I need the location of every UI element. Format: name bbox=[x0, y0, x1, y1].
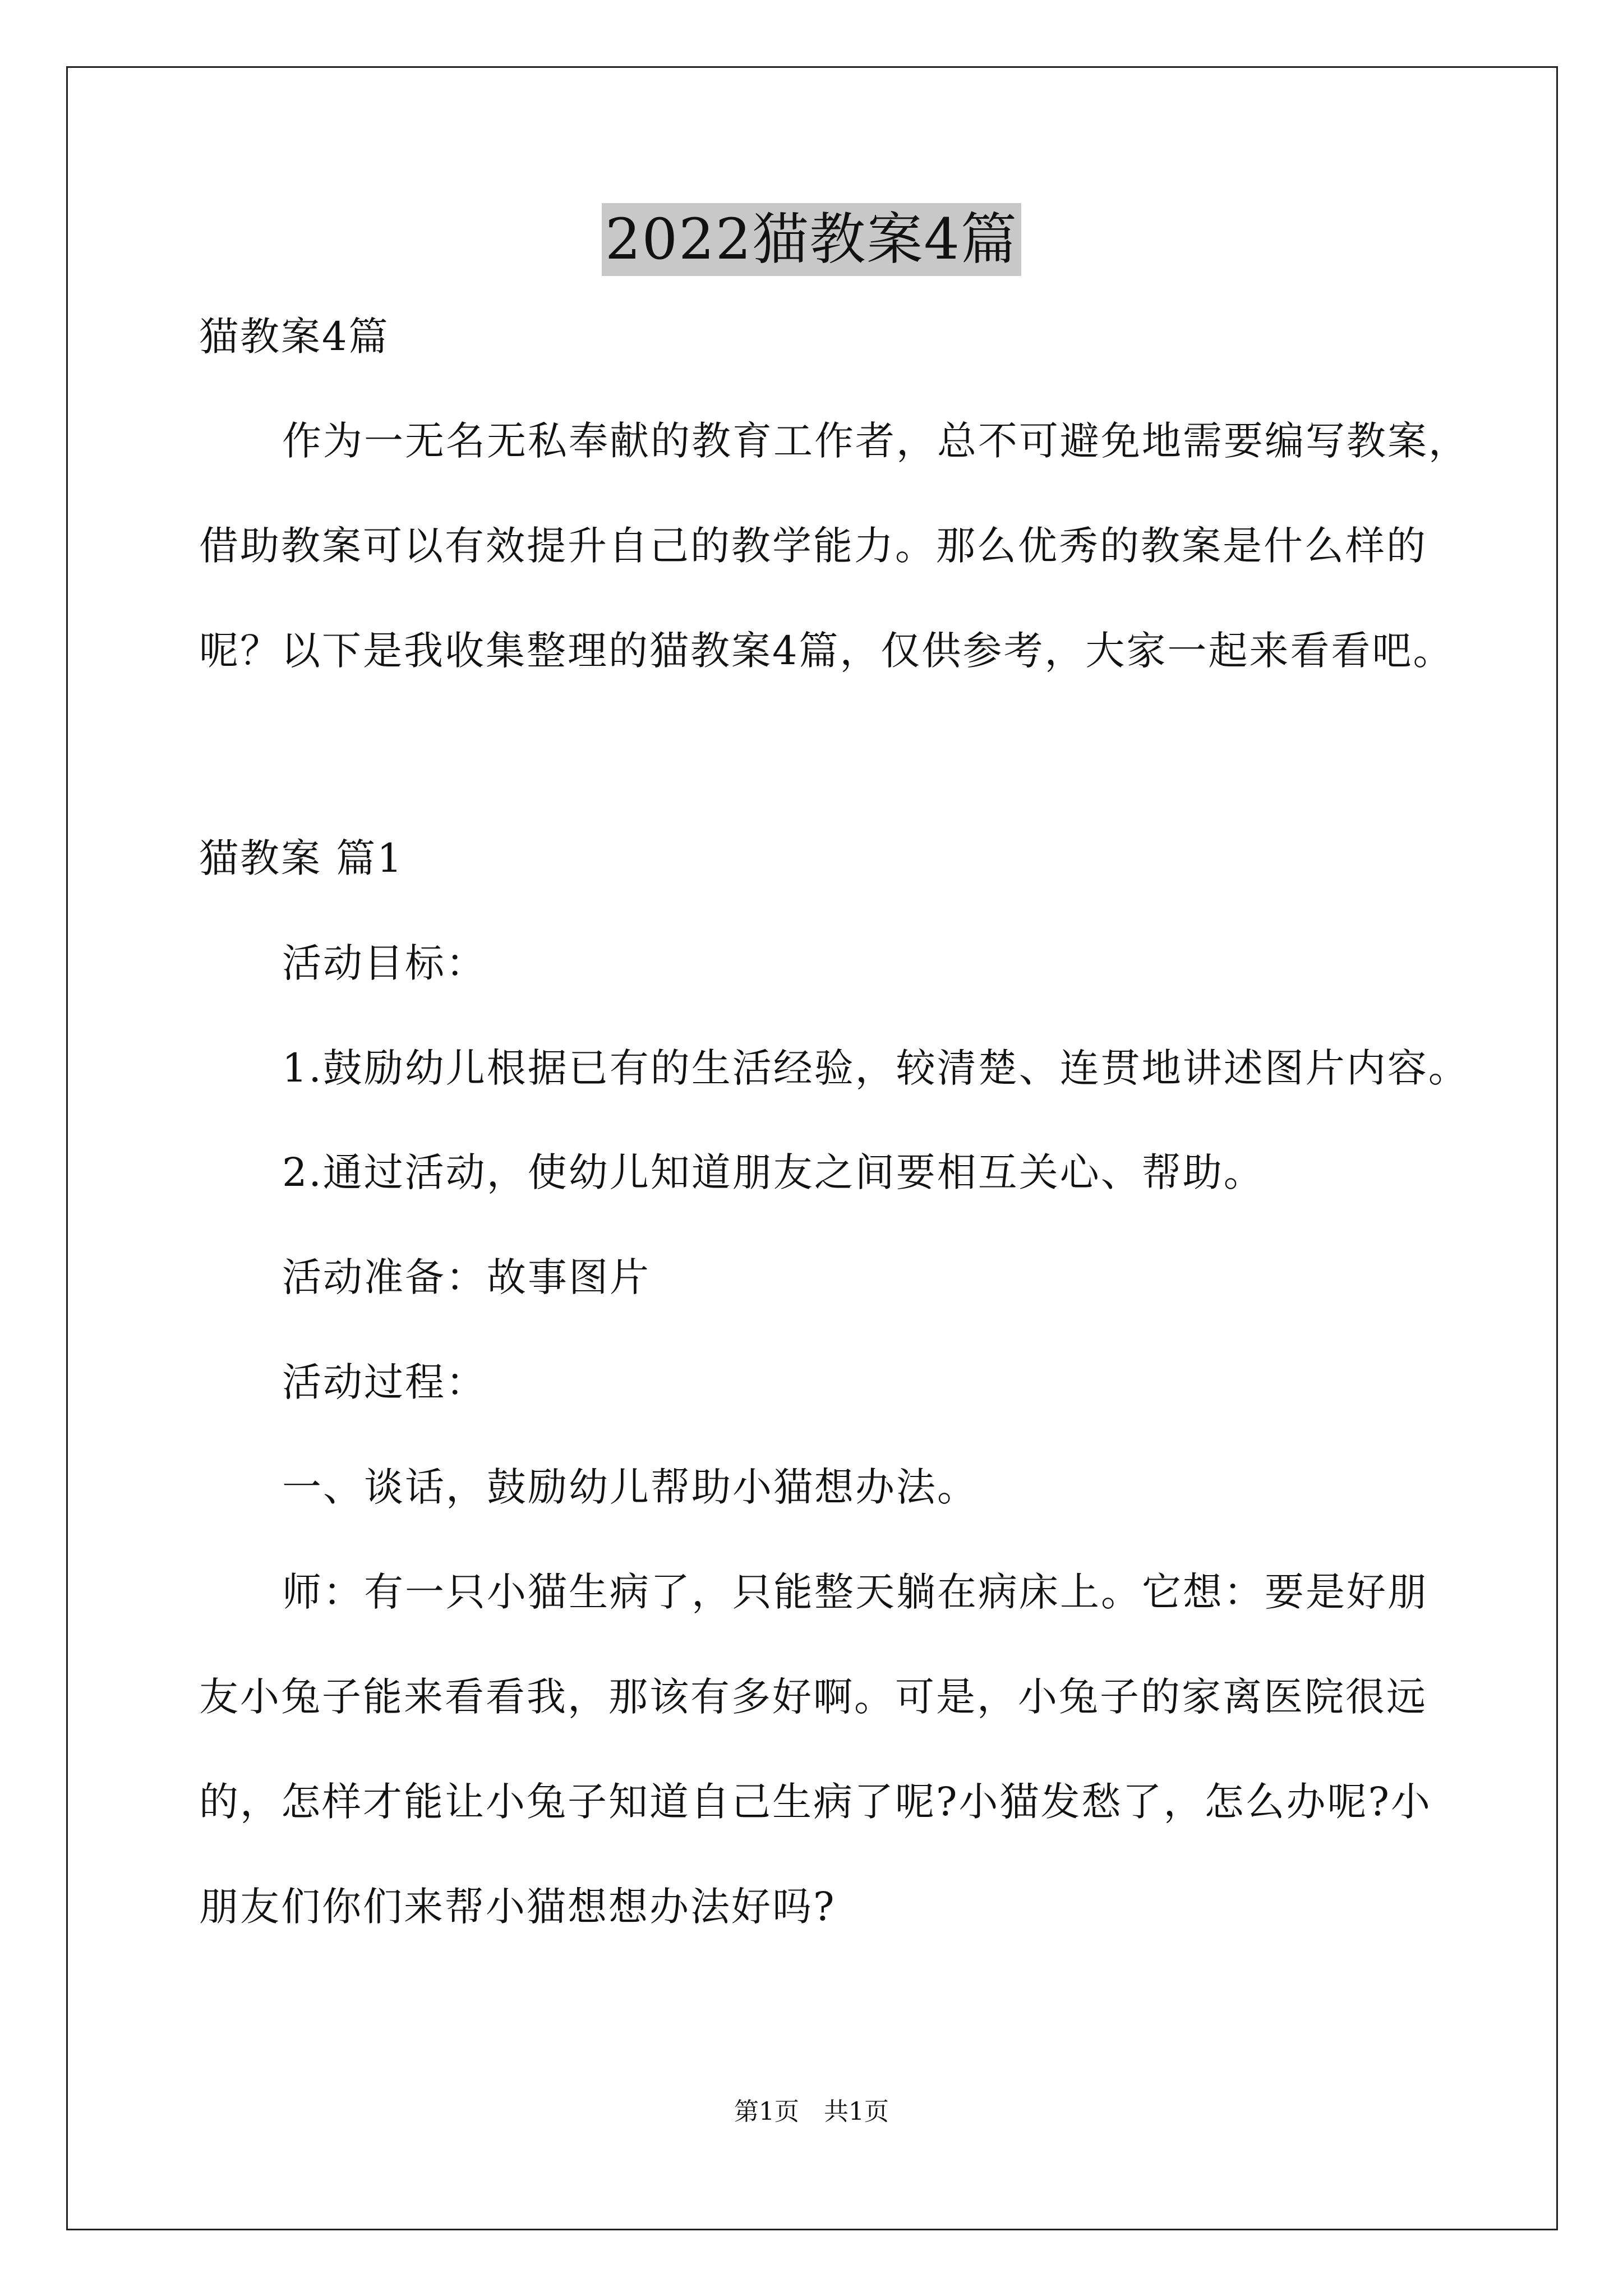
paragraph-line: 活动准备：故事图片 bbox=[282, 1254, 651, 1300]
paragraph-line: 活动过程： bbox=[282, 1359, 487, 1405]
paragraph-line: 猫教案 篇1 bbox=[199, 835, 404, 881]
paragraph-line: 2.通过活动，使幼儿知道朋友之间要相互关心、帮助。 bbox=[282, 1149, 1265, 1195]
document-title: 2022猫教案4篇 bbox=[602, 203, 1021, 276]
paragraph-line: 1.鼓励幼儿根据已有的生活经验，较清楚、连贯地讲述图片内容。 bbox=[282, 1045, 1469, 1091]
paragraph-line: 友小兔子能来看看我，那该有多好啊。可是，小兔子的家离医院很远 bbox=[199, 1674, 1427, 1720]
paragraph-line: 的，怎样才能让小兔子知道自己生病了呢?小猫发愁了，怎么办呢?小 bbox=[199, 1779, 1432, 1825]
paragraph-line: 一、谈话，鼓励幼儿帮助小猫想办法。 bbox=[282, 1464, 978, 1510]
page-number: 第1页 bbox=[734, 2097, 799, 2126]
paragraph-line: 借助教案可以有效提升自己的教学能力。那么优秀的教案是什么样的 bbox=[199, 523, 1427, 569]
page-footer bbox=[0, 2095, 1623, 2129]
paragraph-line: 活动目标： bbox=[282, 940, 487, 986]
paragraph-line: 师：有一只小猫生病了，只能整天躺在病床上。它想：要是好朋 bbox=[282, 1569, 1428, 1615]
paragraph-line: 朋友们你们来帮小猫想想办法好吗? bbox=[199, 1884, 836, 1930]
page-total: 共1页 bbox=[824, 2097, 889, 2126]
title-container bbox=[0, 203, 1623, 276]
paragraph-line: 呢？以下是我收集整理的猫教案4篇，仅供参考，大家一起来看看吧。 bbox=[199, 628, 1454, 674]
paragraph-line: 作为一无名无私奉献的教育工作者，总不可避免地需要编写教案， bbox=[282, 418, 1469, 464]
paragraph-line: 猫教案4篇 bbox=[199, 314, 390, 360]
